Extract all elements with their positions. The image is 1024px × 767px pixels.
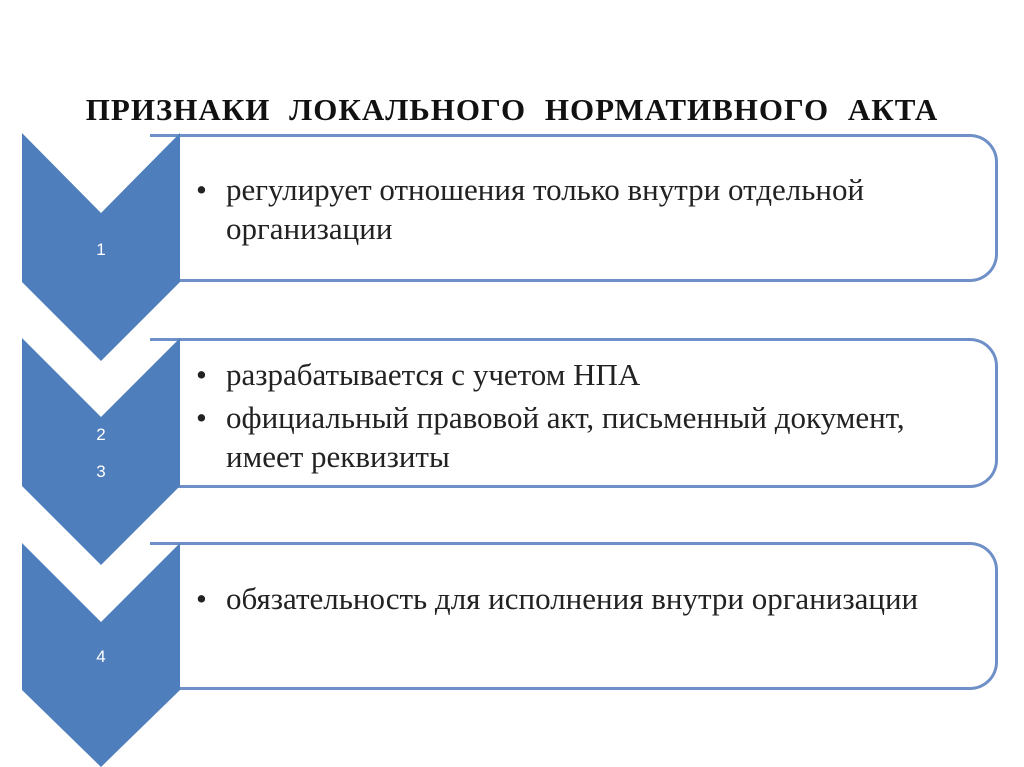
bullet-text: регулирует отношения только внутри отдельной организации	[226, 172, 865, 246]
bullet-dot-icon: •	[196, 172, 207, 207]
step-number: 3	[96, 462, 106, 481]
chevron-shape-2	[22, 338, 180, 565]
bullet-dot-icon: •	[196, 357, 207, 392]
step-number: 2	[96, 425, 106, 444]
bullet-dot-icon: •	[196, 400, 207, 435]
slide-title: ПРИЗНАКИ ЛОКАЛЬНОГО НОРМАТИВНОГО АКТА	[85, 92, 939, 127]
bullet-dot-icon: •	[196, 581, 207, 616]
bullet-text: обязательность для исполнения внутри организации	[226, 581, 919, 616]
bullet-text: официальный правовой акт, письменный документ, имеет реквизиты	[226, 400, 905, 474]
bullet-text: разрабатывается с учетом НПА	[226, 357, 641, 392]
step-number: 4	[96, 647, 106, 666]
step-number: 1	[96, 240, 106, 259]
